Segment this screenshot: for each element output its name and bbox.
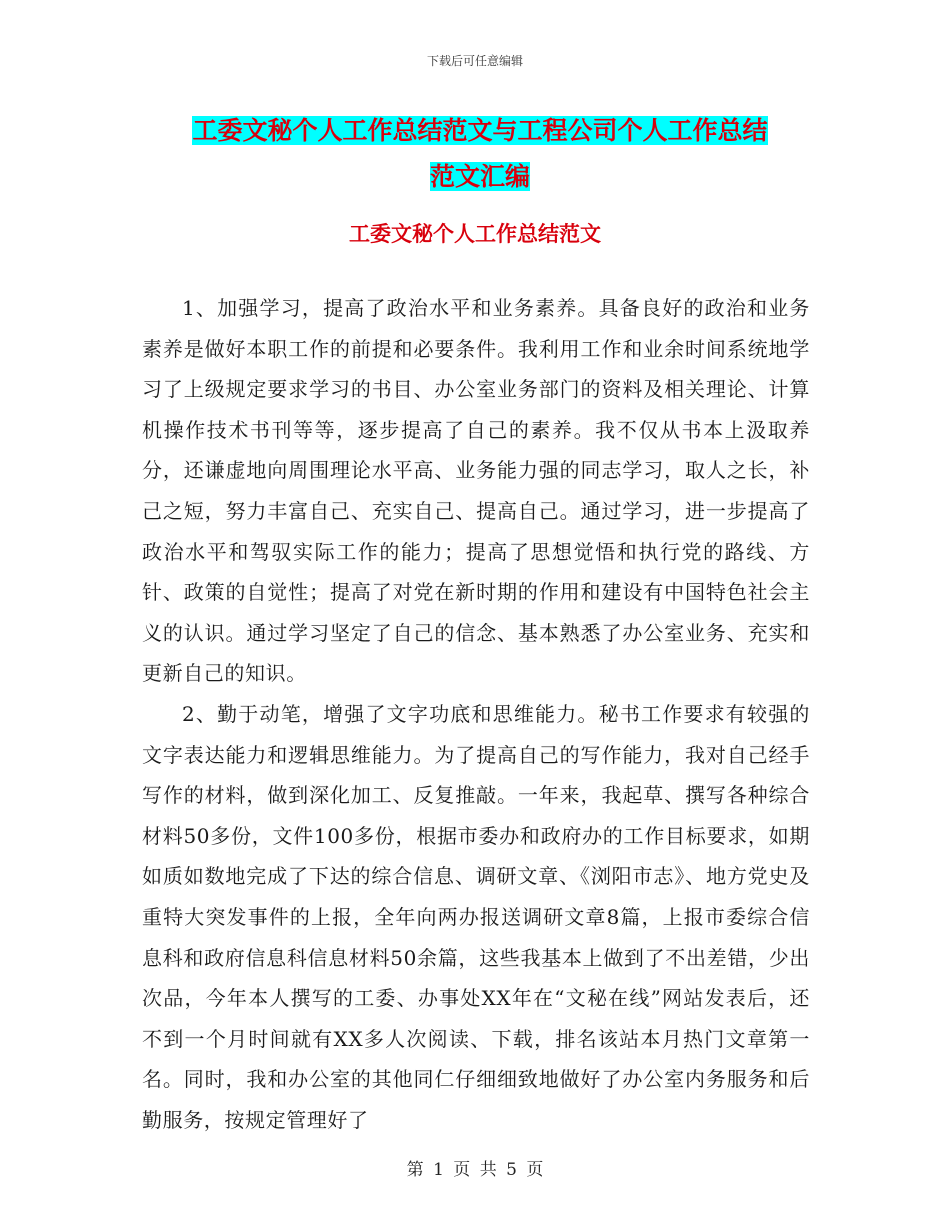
paragraph-2: 2、勤于动笔，增强了文字功底和思维能力。秘书工作要求有较强的文字表达能力和逻辑思维能力。为了提高自己的写作能力，我对自己经手写作的材料，做到深化加工、反复推敲。一年来，我起草、撰写各种综合材料50多份，文件100多份，根据市委办和政府办的工作目标要求，如期如质如数地完成了下达的综合信息、调研文章、《浏阳市志》、地方党史及重特大突发事件的上报，全年向两办报送调研文章8篇，上报市委综合信息科和政府信息科信息材料50余篇，这些我基本上做到了不出差错，少出次品，今年本人撰写的工委、办事处XX年在“文秘在线”网站发表后，还不到一个月时间就有XX多人次阅读、下载，排名该站本月热门文章第一名。同时，我和办公室的其他同仁仔细细致地做好了办公室内务服务和后勤服务，按规定管理好了 — [142, 701, 810, 1132]
document-title-line1: 工委文秘个人工作总结范文与工程公司个人工作总结 — [192, 116, 768, 145]
body-text — [142, 288, 810, 1140]
paragraph-1: 1、加强学习，提高了政治水平和业务素养。具备良好的政治和业务素养是做好本职工作的前提和必要条件。我利用工作和业余时间系统地学习了上级规定要求学习的书目、办公室业务部门的资料及相关理论、计算机操作技术书刊等等，逐步提高了自己的素养。我不仅从书本上汲取养分，还谦虚地向周围理论水平高、业务能力强的同志学习，取人之长，补己之短，努力丰富自己、充实自己、提高自己。通过学习，进一步提高了政治水平和驾驭实际工作的能力；提高了思想觉悟和执行党的路线、方针、政策的自觉性；提高了对党在新时期的作用和建设有中国特色社会主义的认识。通过学习坚定了自己的信念、基本熟悉了办公室业务、充实和更新自己的知识。 — [142, 296, 810, 686]
header-note: 下载后可任意编辑 — [426, 54, 523, 68]
page-footer: 第 1 页 共 5 页 — [406, 1160, 544, 1180]
section-title: 工委文秘个人工作总结范文 — [349, 221, 601, 246]
document-title-line2: 范文汇编 — [429, 162, 530, 191]
document-title — [140, 108, 820, 200]
